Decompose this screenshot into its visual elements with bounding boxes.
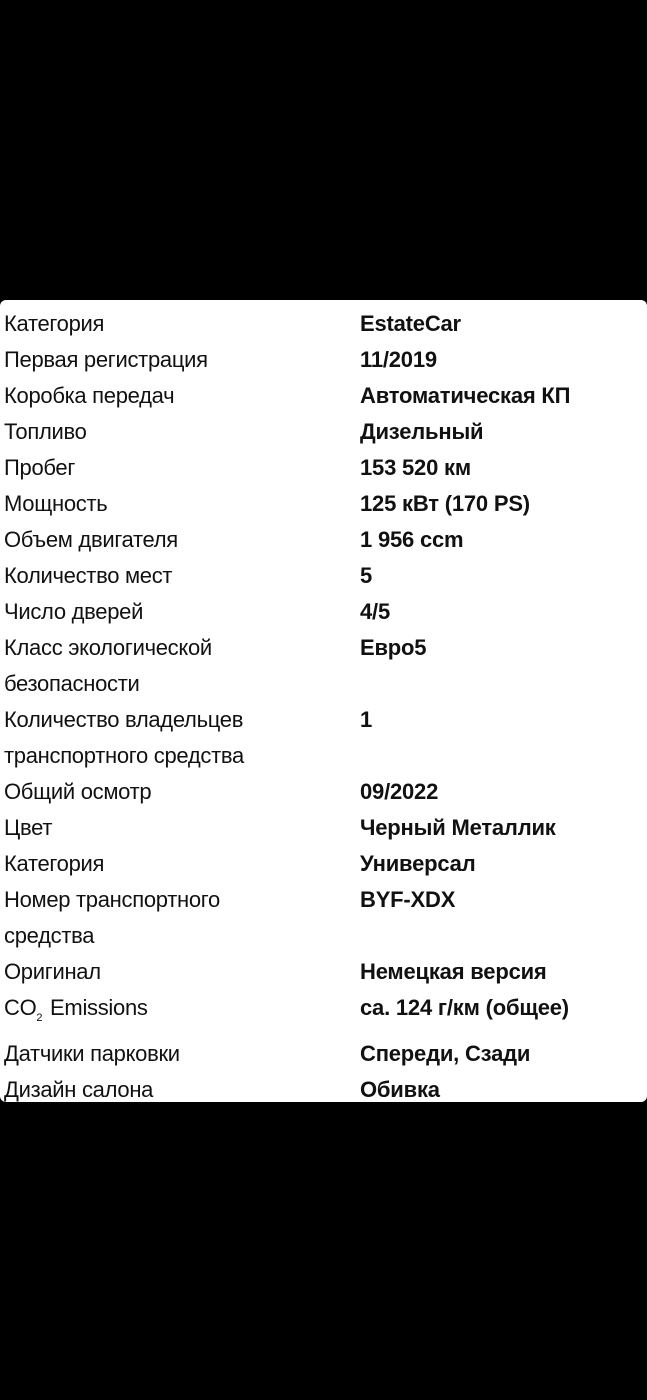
spec-row-engine-displacement: [0, 522, 647, 558]
spec-label-line: средства: [4, 923, 95, 948]
spec-value: 1: [360, 707, 373, 732]
spec-value: Спереди, Сзади: [360, 1041, 531, 1066]
spec-row-category: [0, 306, 647, 342]
spec-label: Общий осмотр: [4, 779, 152, 804]
spec-label-subscript: 2: [36, 1012, 43, 1024]
spec-row-parking-sensors: [0, 1036, 647, 1072]
spec-row-co2-emissions: [0, 990, 647, 1036]
spec-value: 4/5: [360, 599, 390, 624]
spec-row-mileage: [0, 450, 647, 486]
spec-value: 11/2019: [360, 347, 437, 372]
spec-value: Универсал: [360, 851, 476, 876]
spec-row-owners: [0, 702, 647, 774]
spec-row-body-category: [0, 846, 647, 882]
spec-label: Число дверей: [4, 599, 144, 624]
spec-label-prefix: CO: [4, 995, 37, 1020]
spec-label-line: безопасности: [4, 671, 140, 696]
spec-value: ca. 124 г/км (общее): [360, 995, 569, 1020]
vehicle-specs-card: [0, 300, 647, 1102]
spec-value: Дизельный: [360, 419, 484, 444]
spec-row-seats: [0, 558, 647, 594]
spec-value: Черный Металлик: [360, 815, 556, 840]
spec-row-power: [0, 486, 647, 522]
spec-row-fuel: [0, 414, 647, 450]
spec-label: Топливо: [4, 419, 87, 444]
spec-label: [0, 630, 360, 702]
spec-label: Количество мест: [4, 563, 173, 588]
spec-row-original: [0, 954, 647, 990]
spec-value: Обивка: [360, 1077, 440, 1102]
spec-row-interior-design: [0, 1072, 647, 1108]
spec-label: [0, 990, 360, 1036]
spec-value: 125 кВт (170 PS): [360, 491, 530, 516]
spec-label: Оригинал: [4, 959, 101, 984]
spec-row-emission-class: [0, 630, 647, 702]
spec-label-line: Класс экологической: [4, 635, 212, 660]
spec-value: 153 520 км: [360, 455, 471, 480]
spec-label-line: Номер транспортного: [4, 887, 220, 912]
spec-row-color: [0, 810, 647, 846]
spec-label: Пробег: [4, 455, 76, 480]
spec-label: Категория: [4, 311, 105, 336]
spec-label: Датчики парковки: [4, 1041, 180, 1066]
spec-value: 5: [360, 563, 373, 588]
spec-label-line: транспортного средства: [4, 743, 244, 768]
spec-label: Категория: [4, 851, 105, 876]
spec-value: BYF-XDX: [360, 887, 456, 912]
spec-row-inspection: [0, 774, 647, 810]
spec-label: Цвет: [4, 815, 53, 840]
spec-row-first-registration: [0, 342, 647, 378]
spec-label-line: Количество владельцев: [4, 707, 244, 732]
spec-value: Автоматическая КП: [360, 383, 571, 408]
spec-value: Евро5: [360, 635, 427, 660]
spec-label: Объем двигателя: [4, 527, 178, 552]
spec-label: [0, 702, 360, 774]
spec-row-vehicle-number: [0, 882, 647, 954]
spec-label-suffix: Emissions: [44, 995, 148, 1020]
spec-label: Мощность: [4, 491, 108, 516]
spec-label: [0, 882, 360, 954]
spec-value: 09/2022: [360, 779, 439, 804]
spec-value: 1 956 ccm: [360, 527, 464, 552]
spec-value: Немецкая версия: [360, 959, 547, 984]
spec-value: EstateCar: [360, 311, 461, 336]
spec-row-transmission: [0, 378, 647, 414]
spec-label: Коробка передач: [4, 383, 175, 408]
spec-label: Дизайн салона: [4, 1077, 154, 1102]
spec-row-doors: [0, 594, 647, 630]
spec-label: Первая регистрация: [4, 347, 208, 372]
